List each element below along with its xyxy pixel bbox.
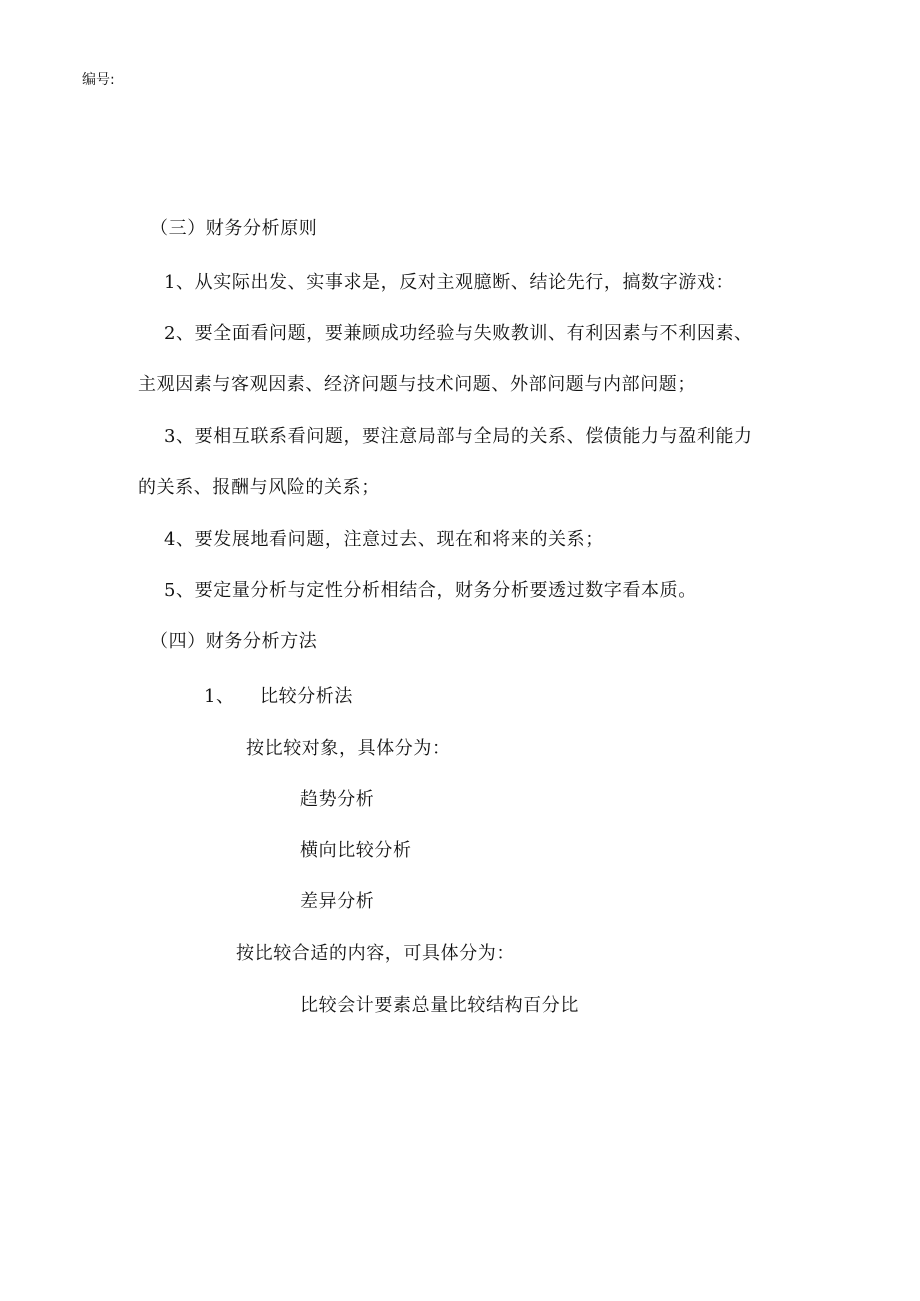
by-object-label: 按比较对象，具体分为： (246, 738, 451, 759)
document-number-label: 编号: (82, 72, 115, 88)
by-content-item-1: 比较会计要素总量比较结构百分比 (300, 995, 579, 1016)
by-object-item-horizontal: 横向比较分析 (300, 840, 412, 861)
by-object-item-trend: 趋势分析 (300, 789, 375, 810)
principle-item-1: 1、从实际出发、实事求是，反对主观臆断、结论先行，搞数字游戏： (164, 272, 735, 293)
method-1-title: 比较分析法 (260, 686, 353, 707)
section-4-heading: （四）财务分析方法 (150, 631, 318, 652)
principle-item-3: 3、要相互联系看问题，要注意局部与全局的关系、偿债能力与盈利能力 (164, 426, 753, 447)
by-content-label: 按比较合适的内容，可具体分为： (236, 943, 515, 964)
principle-item-5: 5、要定量分析与定性分析相结合，财务分析要透过数字看本质。 (164, 580, 697, 601)
section-3-heading: （三）财务分析原则 (150, 218, 318, 239)
principle-item-2-continued: 主观因素与客观因素、经济问题与技术问题、外部问题与内部问题； (138, 374, 696, 395)
method-1-number: 1、 (204, 686, 235, 707)
principle-item-4: 4、要发展地看问题，注意过去、现在和将来的关系； (164, 529, 604, 550)
principle-item-3-continued: 的关系、报酬与风险的关系； (138, 477, 380, 498)
method-1-heading (204, 684, 353, 710)
by-object-item-variance: 差异分析 (300, 891, 375, 912)
principle-item-2: 2、要全面看问题，要兼顾成功经验与失败教训、有利因素与不利因素、 (164, 323, 753, 344)
